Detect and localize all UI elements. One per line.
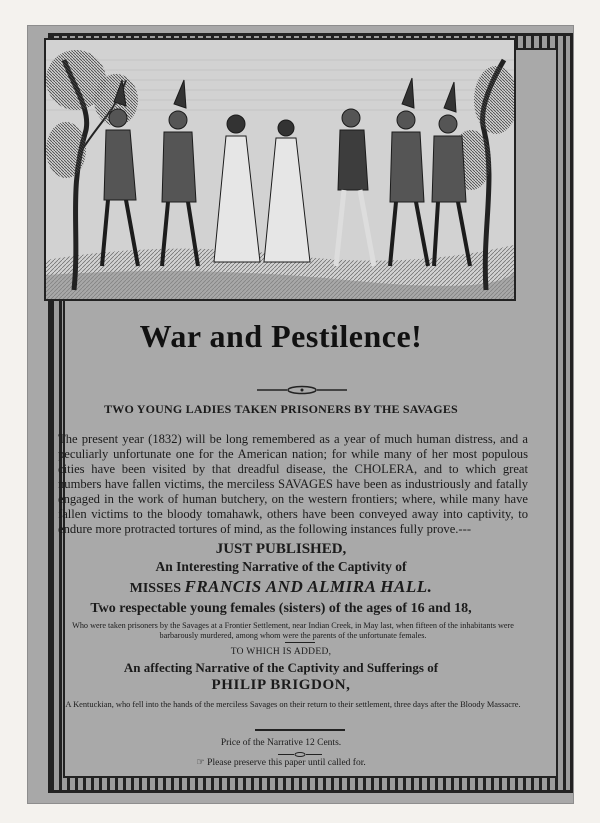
kentuckian-note: A Kentuckian, who fell into the hands of the merciless Savages on their return to their settlement, three days after the Bloody Massacre. bbox=[65, 700, 521, 709]
misses-names: FRANCIS AND ALMIRA HALL. bbox=[184, 577, 433, 596]
divider-short bbox=[285, 642, 315, 643]
price-line: Price of the Narrative 12 Cents. bbox=[220, 738, 342, 748]
preserve-note-text: Please preserve this paper until called for. bbox=[207, 758, 366, 768]
preserve-note bbox=[36, 757, 526, 768]
just-published-heading: JUST PUBLISHED, bbox=[215, 541, 347, 557]
affecting-narrative-line: An affecting Narrative of the Captivity and Sufferings of bbox=[123, 660, 439, 675]
to-which-added: TO WHICH IS ADDED, bbox=[230, 647, 332, 657]
misses-prefix: MISSES bbox=[129, 581, 181, 596]
interesting-narrative-line: An Interesting Narrative of the Captivity of bbox=[155, 559, 407, 574]
pointing-hand-icon: ☞ bbox=[196, 758, 205, 768]
title-rule-ornament bbox=[257, 385, 347, 395]
misses-line bbox=[36, 577, 526, 597]
intro-paragraph: The present year (1832) will be long remembered as a year of much human distress, and a peculiarly unfortunate one for the American nation; for while many of her most populous cities have been visited by that dreadful disease, the CHOLERA, and to which great numbers have fallen victims, the merciless SAVAGES have been as industriously and fatally engaged in the work of human butchery, on the western frontiers; where, while many have fallen victims to the bloody tomahawk, others have been conveyed away into captivity, to endure more protracted tortures of mind, as the following instances fully prove.--- bbox=[58, 432, 528, 536]
engraving-illustration bbox=[44, 38, 516, 301]
divider-long bbox=[255, 729, 345, 731]
taken-prisoners-note: Who were taken prisoners by the Savages at a Frontier Settlement, near Indian Creek, in May last, when fifteen of the inhabitants were barbarously murdered, among whom were the parents of the unfortunate females. bbox=[72, 621, 514, 640]
captives-procession-image bbox=[46, 40, 514, 299]
subtitle: TWO YOUNG LADIES TAKEN PRISONERS BY THE SAVAGES bbox=[104, 402, 458, 416]
respectable-females-line: Two respectable young females (sisters) of the ages of 16 and 18, bbox=[90, 601, 472, 616]
page-title: War and Pestilence! bbox=[139, 318, 423, 354]
philip-brigdon-name: PHILIP BRIGDON, bbox=[211, 677, 351, 693]
